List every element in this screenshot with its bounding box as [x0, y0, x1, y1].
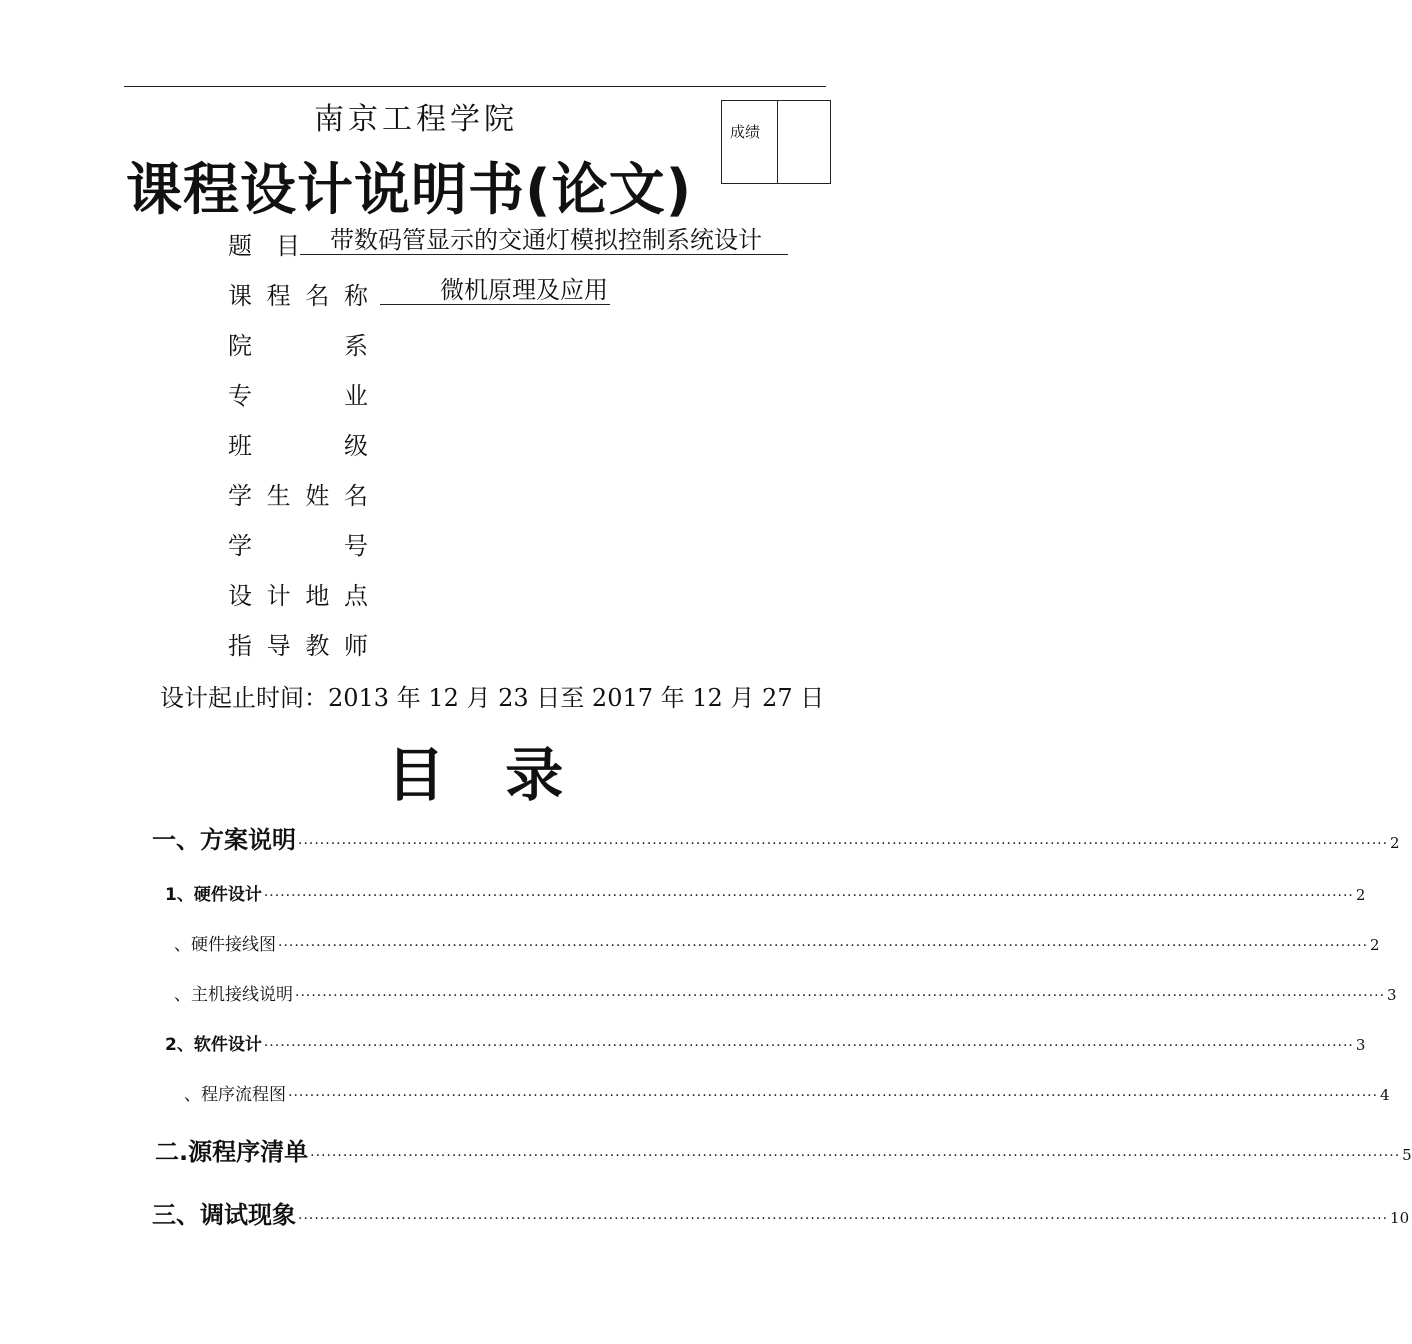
topic-underline-lead [300, 226, 330, 255]
toc-entry[interactable] [152, 820, 1400, 855]
topic-value: 带数码管显示的交通灯模拟控制系统设计 [330, 226, 788, 255]
toc-entry-label: 一、方案说明 [152, 826, 296, 854]
toc-entry[interactable] [174, 930, 1380, 955]
toc-entry-label: 1、硬件设计 [165, 885, 262, 905]
toc-leader-dots: ········································································································································································································ [263, 1038, 1354, 1054]
toc-entry[interactable] [152, 1195, 1410, 1230]
toc-leader-dots: ········································································································································································································ [295, 988, 1386, 1004]
course-name-label: 课 程 名 称 [228, 282, 368, 310]
toc-entry-label: 三、调试现象 [152, 1201, 296, 1229]
course-name-value: 微机原理及应用 [380, 276, 610, 305]
grade-box [721, 100, 831, 184]
toc-leader-dots: ········································································································································································································ [278, 938, 1369, 954]
toc-entry-label: 、硬件接线图 [174, 935, 276, 955]
toc-entry-page: 2 [1370, 936, 1380, 954]
toc-leader-dots: ········································································································································································································ [298, 836, 1389, 852]
toc-title: 目 录 [386, 741, 564, 809]
toc-entry-page: 3 [1387, 986, 1397, 1004]
grade-value [778, 101, 830, 183]
toc-entry-page: 5 [1402, 1146, 1412, 1164]
toc-entry-page: 2 [1355, 886, 1366, 904]
toc-entry-label: 、程序流程图 [184, 1085, 286, 1105]
toc-entry[interactable] [165, 880, 1366, 905]
grade-label: 成绩 [722, 101, 778, 183]
class-label: 班 级 [228, 432, 368, 460]
advisor-label: 指 导 教 师 [228, 632, 368, 660]
major-label: 专 业 [228, 382, 368, 410]
topic-label: 题 目 [228, 232, 300, 260]
toc-entry-page: 3 [1355, 1036, 1366, 1054]
document-title: 课程设计说明书(论文) [126, 158, 693, 223]
student-name-label: 学 生 姓 名 [228, 482, 368, 510]
toc-entry[interactable] [155, 1132, 1412, 1167]
toc-entry-label: 二.源程序清单 [155, 1138, 309, 1166]
toc-leader-dots: ········································································································································································································ [288, 1088, 1379, 1104]
toc-entry[interactable] [184, 1080, 1390, 1105]
toc-leader-dots: ········································································································································································································ [263, 888, 1354, 904]
toc-leader-dots: ········································································································································································································ [310, 1148, 1401, 1164]
student-id-label: 学 号 [228, 532, 368, 560]
toc-entry-page: 10 [1390, 1209, 1410, 1227]
toc-entry-label: 2、软件设计 [165, 1035, 262, 1055]
toc-entry[interactable] [174, 980, 1397, 1005]
header-rule [124, 86, 826, 87]
toc-entry-page: 4 [1380, 1086, 1390, 1104]
design-time-range: 设计起止时间：2013 年 12 月 23 日至 2017 年 12 月 27 日 [160, 684, 825, 712]
toc-entry[interactable] [165, 1030, 1366, 1055]
toc-leader-dots: ········································································································································································································ [298, 1211, 1389, 1227]
department-label: 院 系 [228, 332, 368, 360]
design-location-label: 设 计 地 点 [228, 582, 368, 610]
toc-entry-label: 、主机接线说明 [174, 985, 293, 1005]
toc-entry-page: 2 [1390, 834, 1400, 852]
school-name: 南京工程学院 [314, 102, 518, 137]
